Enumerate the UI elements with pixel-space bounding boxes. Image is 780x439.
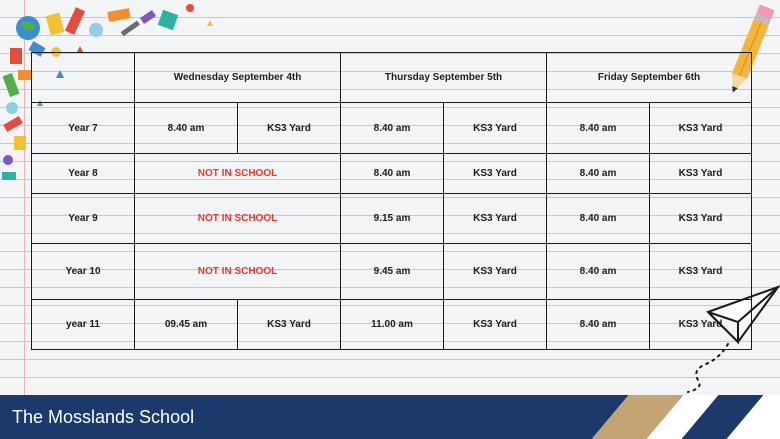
thu-place: KS3 Yard [444,300,547,350]
thu-time: 8.40 am [341,103,444,154]
thu-time: 9.45 am [341,244,444,300]
year-label: Year 8 [32,154,135,194]
fri-time: 8.40 am [547,194,650,244]
not-in-school-note: NOT IN SCHOOL [135,194,341,244]
year-label: Year 9 [32,194,135,244]
thu-time: 9.15 am [341,194,444,244]
table-row [32,194,752,244]
wed-time: 09.45 am [135,300,238,350]
header-thursday: Thursday September 5th [341,53,547,103]
fri-place: KS3 Yard [650,194,752,244]
fri-time: 8.40 am [547,244,650,300]
wed-place: KS3 Yard [238,300,341,350]
fri-place: KS3 Yard [650,103,752,154]
header-friday: Friday September 6th [547,53,752,103]
wed-time: 8.40 am [135,103,238,154]
thu-place: KS3 Yard [444,244,547,300]
thu-time: 11.00 am [341,300,444,350]
school-name: The Mosslands School [12,407,195,427]
timetable [31,52,752,350]
year-label: Year 7 [32,103,135,154]
table-header-row [32,53,752,103]
fri-time: 8.40 am [547,103,650,154]
header-wednesday: Wednesday September 4th [135,53,341,103]
fri-place: KS3 Yard [650,244,752,300]
year-label: year 11 [32,300,135,350]
thu-time: 8.40 am [341,154,444,194]
not-in-school-note: NOT IN SCHOOL [135,244,341,300]
header-empty [32,53,135,103]
fri-time: 8.40 am [547,154,650,194]
table-row [32,244,752,300]
fri-place: KS3 Yard [650,154,752,194]
table-row [32,300,752,350]
thu-place: KS3 Yard [444,194,547,244]
table-row [32,103,752,154]
fri-place: KS3 Yard [650,300,752,350]
wed-place: KS3 Yard [238,103,341,154]
footer-banner [0,395,780,439]
thu-place: KS3 Yard [444,103,547,154]
fri-time: 8.40 am [547,300,650,350]
table-row [32,154,752,194]
year-label: Year 10 [32,244,135,300]
not-in-school-note: NOT IN SCHOOL [135,154,341,194]
thu-place: KS3 Yard [444,154,547,194]
